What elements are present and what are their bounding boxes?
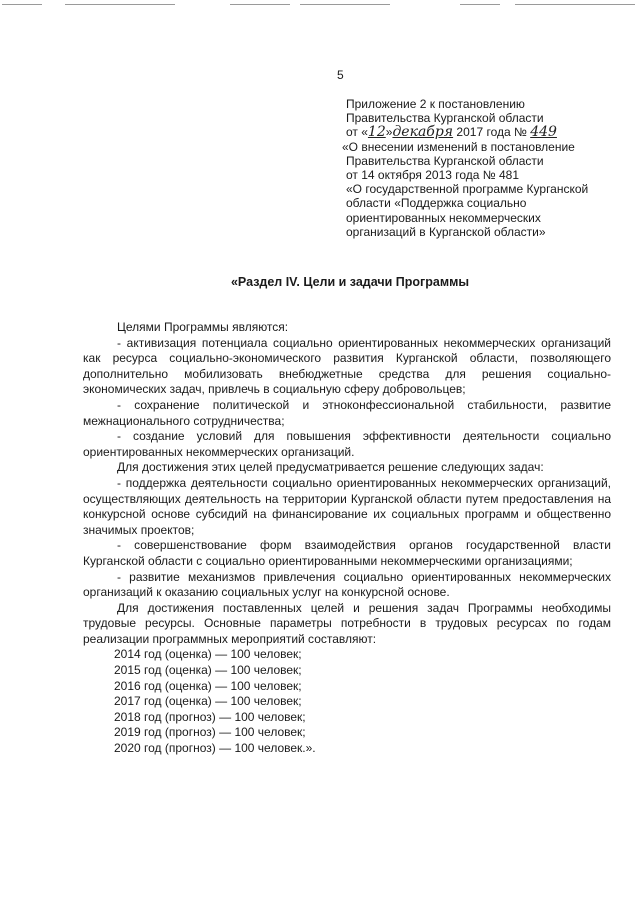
appendix-line: «О внесении изменений в постановление [342,139,575,154]
years-list [114,647,611,756]
handwritten-doc-number: 449 [530,124,557,141]
appendix-header [342,97,626,239]
paragraph: Для достижения этих целей предусматривается решение следующих задач: [117,460,544,475]
appendix-line: области «Поддержка социально [346,196,527,211]
page-number: 5 [337,68,344,82]
appendix-line: от 14 октября 2013 года № 481 [346,168,520,183]
appendix-line: организаций в Курганской области» [346,224,546,239]
section-title: «Раздел IV. Цели и задачи Программы [230,275,470,289]
paragraph: - активизация потенциала социально ориентированных некоммерческих организаций как ресурса социально-экономического развития Курганской области, позволяющего дополнительно мобилизовать внебюджетные средства для решения социально-экономических задач, привлечь в социальную сферу добровольцев; [83,335,611,397]
year-item: 2017 год (оценка) — 100 человек; [114,694,302,709]
year-item: 2020 год (прогноз) — 100 человек.». [114,741,316,756]
date-year: 2017 года № [453,125,531,140]
year-item: 2018 год (прогноз) — 100 человек; [114,709,306,724]
year-item: 2019 год (прогноз) — 100 человек; [114,725,306,740]
appendix-line: «О государственной программе Курганской [346,182,589,197]
appendix-line: Приложение 2 к постановлению [346,97,525,111]
appendix-date-line [346,125,626,139]
year-item: 2015 год (оценка) — 100 человек; [114,663,302,678]
paragraph: Целями Программы являются: [117,320,289,334]
paragraph: - развитие механизмов привлечения социально ориентированных некоммерческих организаций к оказанию социальных услуг на конкурсной основе. [83,569,611,600]
appendix-line: Правительства Курганской области [346,111,544,126]
document-body [83,320,611,757]
appendix-line: ориентированных некоммерческих [346,210,541,225]
paragraph: - совершенствование форм взаимодействия органов государственной власти Курганской области с социально ориентированными некоммерческими организациями; [83,538,611,568]
paragraph: Для достижения поставленных целей и решения задач Программы необходимы трудовые ресурсы. Основные параметры потребности в трудовых ресурсах по годам реализации программных мероприятий составляют: [83,600,611,646]
date-prefix: от « [346,125,368,140]
date-mid: » [385,125,393,140]
handwritten-day: 12 [367,124,386,141]
paragraph: - поддержка деятельности социально ориентированных некоммерческих организаций, осуществляющих деятельность на территории Курганской области путем предоставления на конкурсной основе субсидий на финансирование их социальных программ и общественно значимых проектов; [83,475,611,537]
paragraph: - сохранение политической и этноконфессиональной стабильности, развитие межнационального сотрудничества; [83,397,611,428]
paragraph: - создание условий для повышения эффективности деятельности социально ориентированных некоммерческих организаций. [83,429,611,459]
handwritten-month: декабря [392,124,454,141]
scan-edge-artifact [0,4,640,10]
year-item: 2014 год (оценка) — 100 человек; [114,647,302,662]
appendix-line: Правительства Курганской области [346,153,544,168]
year-item: 2016 год (оценка) — 100 человек; [114,678,302,693]
